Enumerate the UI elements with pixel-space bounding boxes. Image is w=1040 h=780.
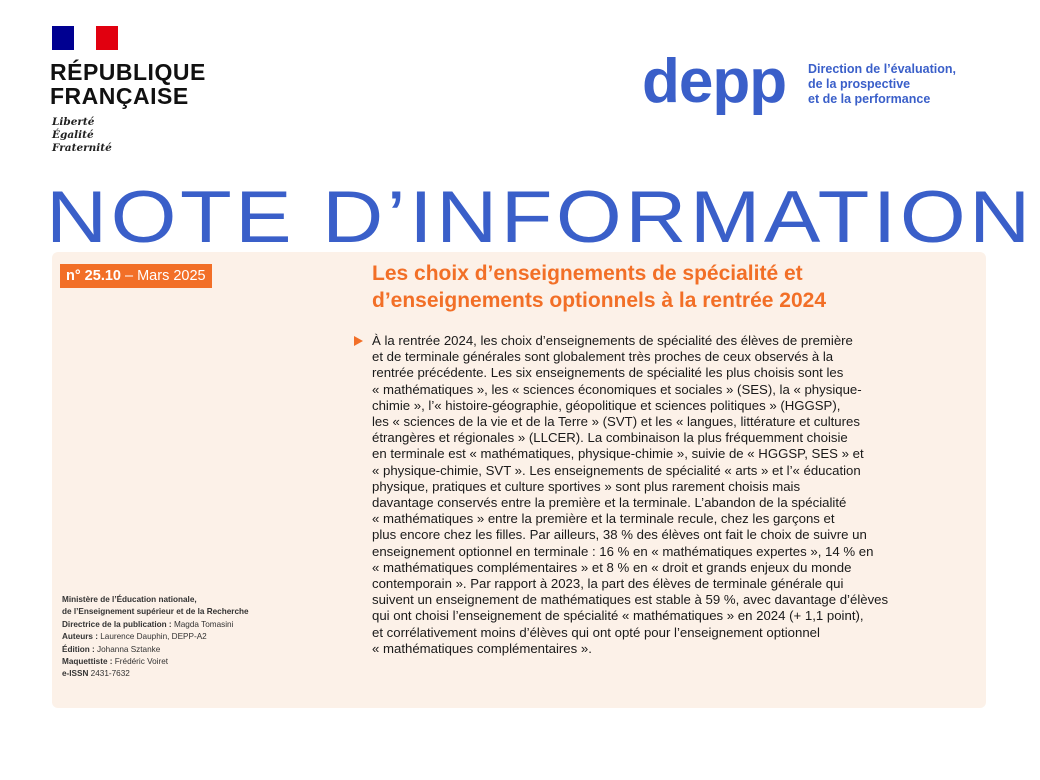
credit-value: Laurence Dauphin, DEPP-A2 xyxy=(100,632,207,642)
abstract-line: rentrée précédente. Les six enseignements de spécialité les plus choisis sont les xyxy=(372,365,844,381)
heading-line-2: d’enseignements optionnels à la rentrée 2024 xyxy=(372,289,826,312)
republic-line-2: FRANÇAISE xyxy=(50,83,189,109)
abstract-line: « mathématiques », les « sciences économiques et sociales » (SES), la « physique- xyxy=(372,381,862,397)
credit-publication-director xyxy=(62,619,322,631)
credit-authors xyxy=(62,631,322,643)
credit-layout xyxy=(62,656,322,668)
abstract-line: les « sciences de la vie et de la Terre » (SVT) et les « langues, littérature et cultures xyxy=(372,414,860,430)
abstract xyxy=(372,333,984,657)
abstract-line: « physique-chimie, SVT ». Les enseignements de spécialité « arts » et l’« éducation xyxy=(372,462,861,478)
flag-red-stripe xyxy=(96,26,118,50)
credit-value: Frédéric Voiret xyxy=(114,657,169,667)
flag-blue-stripe xyxy=(52,26,74,50)
credit-label: Directrice de la publication : xyxy=(62,619,174,629)
issue-number: n° 25.10 xyxy=(66,268,121,284)
abstract-line: qui ont choisi l’enseignement de spécialité « mathématiques » en 2024 (+ 1,1 point), xyxy=(372,608,864,624)
depp-subtitle-3: et de la performance xyxy=(808,92,931,106)
abstract-line: en terminale est « mathématiques, physique-chimie », suivie de « HGGSP, SES » et xyxy=(372,446,864,462)
abstract-line: « mathématiques complémentaires ». xyxy=(372,640,592,656)
credit-value: Johanna Sztanke xyxy=(97,644,161,654)
abstract-line: « mathématiques complémentaires » et 8 % en « droit et grands enjeux du monde xyxy=(372,559,852,575)
credit-label: Auteurs : xyxy=(62,632,101,642)
abstract-line: enseignement optionnel en terminale : 16 % en « mathématiques expertes », 14 % en xyxy=(372,543,874,559)
abstract-line: et corrélativement moins d’élèves qui ont opté pour l’enseignement optionnel xyxy=(372,624,820,640)
ministry-line-2: de l’Enseignement supérieur et de la Recherche xyxy=(62,607,249,617)
motto-fraternite: Fraternité xyxy=(52,142,112,154)
abstract-line: davantage conservés entre la première et la terminale. L’abandon de la spécialité xyxy=(372,495,847,511)
abstract-line: plus encore chez les filles. Par ailleurs, 38 % des élèves ont fait le choix de suivre un xyxy=(372,527,867,543)
depp-subtitle-1: Direction de l’évaluation, xyxy=(808,62,956,76)
credit-issn xyxy=(62,668,322,680)
abstract-line: « mathématiques » entre la première et la terminale recule, chez les garçons et xyxy=(372,511,835,527)
republic-line-1: RÉPUBLIQUE xyxy=(50,59,206,85)
credits xyxy=(62,594,322,681)
heading-line-1: Les choix d’enseignements de spécialité et xyxy=(372,262,803,285)
depp-subtitle-2: de la prospective xyxy=(808,77,911,91)
credit-label: Maquettiste : xyxy=(62,657,115,667)
credit-edition xyxy=(62,644,322,656)
page-title: NOTE D’INFORMATION xyxy=(46,177,1034,258)
motto-liberte: Liberté xyxy=(52,116,95,128)
abstract-line: À la rentrée 2024, les choix d’enseignements de spécialité des élèves de première xyxy=(372,333,853,348)
french-flag-icon xyxy=(52,26,118,50)
flag-white-stripe xyxy=(74,26,96,50)
abstract-line: physique, pratiques et culture sportives » sont plus rarement choisis mais xyxy=(372,478,801,494)
article-heading xyxy=(372,260,982,314)
abstract-line: étrangères et régionales » (LLCER). La combinaison la plus fréquemment choisie xyxy=(372,430,848,446)
issue-date: – Mars 2025 xyxy=(120,268,206,284)
depp-logo: depp xyxy=(642,47,787,116)
ministry-line-1: Ministère de l’Éducation nationale, xyxy=(62,595,197,604)
credit-value: 2431-7632 xyxy=(90,669,130,679)
credit-label: e-ISSN xyxy=(62,669,91,679)
credit-value: Magda Tomasini xyxy=(173,619,234,629)
abstract-line: et de terminale générales sont globalement très proches de ceux observés à la xyxy=(372,349,834,365)
issue-badge xyxy=(60,264,212,288)
bullet-arrow-icon xyxy=(354,336,363,346)
motto-egalite: Égalité xyxy=(52,129,94,141)
abstract-line: suivent un enseignement de mathématiques est stable à 59 %, avec davantage d’élèves xyxy=(372,592,889,608)
abstract-line: chimie », l’« histoire-géographie, géopolitique et sciences politiques » (HGGSP), xyxy=(372,397,841,413)
credit-label: Édition : xyxy=(62,644,98,654)
abstract-line: contemporain ». Par rapport à 2023, la part des élèves de terminale générale qui xyxy=(372,576,844,592)
